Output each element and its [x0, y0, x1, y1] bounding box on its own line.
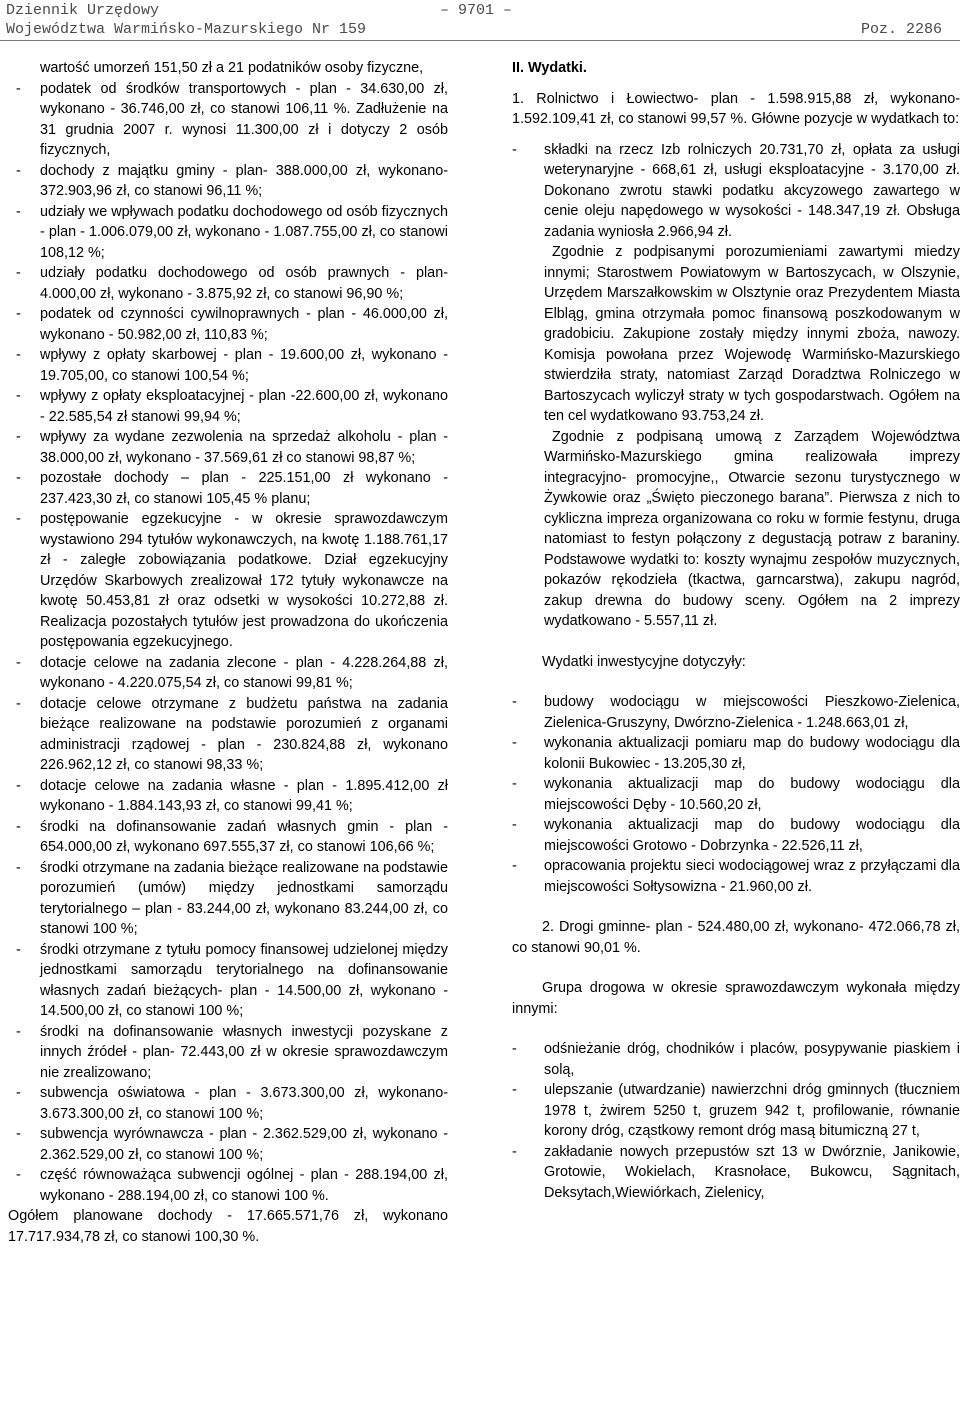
list-item: - udziały podatku dochodowego od osób prawnych - plan- 4.000,00 zł, wykonano - 3.875,92 zł, co stanowi 96,90 %; [16, 265, 448, 302]
list-item: - dotacje celowe otrzymane z budżetu państwa na zadania bieżące realizowane na podstawie porozumień z organami administracji rządowej - plan - 230.824,88 zł, wykonano 226.962,12 zł, co stanowi 98,33 %; [16, 695, 448, 773]
list-item: - ulepszanie (utwardzanie) nawierzchni dróg gminnych (tłuczniem 1978 t, żwirem 5250 t, gruzem 942 t, profilowanie, równanie korony dróg, cząstkowy remont dróg masą bitumiczną 27 t, [512, 1082, 960, 1139]
position-label: Poz. 2286 [860, 21, 942, 38]
list-item: - subwencja wyrównawcza - plan - 2.362.529,00 zł, wykonano - 2.362.529,00 zł, co stanowi 100 %; [16, 1126, 448, 1163]
list-item: - środki na dofinansowanie zadań własnych gmin - plan - 654.000,00 zł, wykonano 697.555,37 zł, co stanowi 106,66 %; [16, 818, 448, 855]
agriculture-paragraph: 1. Rolnictwo i Łowiectwo- plan - 1.598.915,88 zł, wykonano- 1.592.109,41 zł, co stanowi 99,57 %. Główne pozycje w wydatkach to: [512, 90, 960, 127]
page-number: – 9701 – [440, 2, 513, 19]
income-list [8, 79, 448, 1207]
list-item: - wykonania aktualizacji map do budowy wodociągu dla miejscowości Dęby - 10.560,20 zł, [512, 776, 960, 813]
list-item: - środki na dofinansowanie własnych inwestycji pozyskane z innych źródeł - plan- 72.443,00 zł w okresie sprawozdawczym nie zrealizowano; [16, 1023, 448, 1081]
journal-title: Dziennik Urzędowy [6, 2, 160, 19]
list-item: - postępowanie egzekucyjne - w okresie sprawozdawczym wystawiono 294 tytułów wykonawczych, na kwotę 1.188.761,17 zł - zaległe zobowiązania podatkowe. Dział egzekucyjny Urzędów Skarbowych zrealizował 172 tytuły wykonawcze na kwotę 50.453,81 zł oraz odsetki w wysokości 10.272,88 zł. Realizacja pozostałych tytułów jest prowadzona do ukończenia postępowania egzekucyjnego. [16, 511, 448, 650]
list-item: - środki otrzymane z tytułu pomocy finansowej udzielonej między jednostkami samorządu terytorialnego na dofinansowanie własnych zadań bieżących- plan - 14.500,00 zł, wykonano - 14.500,00 zł, co stanowi 100 %; [16, 941, 448, 1019]
section-heading: II. Wydatki. [512, 60, 587, 76]
list-item: - składki na rzecz Izb rolniczych 20.731,70 zł, opłata za usługi weterynaryjne - 668,61 zł, usługi eksploatacyjne - 3.170,00 zł. Dokonano zwrotu stawki podatku akcyzowego zawartego w cenie oleju napędowego w wysokości - 148.347,19 zł. Obsługa zadania wyniosła 2.966,94 zł. [512, 141, 960, 240]
income-summary: Ogółem planowane dochody - 17.665.571,76 zł, wykonano 17.717.934,78 zł, co stanowi 100,30 %. [8, 1208, 448, 1245]
investment-list [512, 692, 960, 897]
roads-list [512, 1039, 960, 1203]
list-item: - pozostałe dochody – plan - 225.151,00 zł wykonano - 237.423,30 zł, co stanowi 105,45 % planu; [16, 470, 448, 507]
list-item: - dochody z majątku gminy - plan- 388.000,00 zł, wykonano- 372.903,96 zł, co stanowi 96,11 %; [16, 162, 448, 199]
list-item: - wpływy z opłaty eksploatacyjnej - plan -22.600,00 zł, wykonano - 22.585,54 zł stanowi 99,94 %; [16, 388, 448, 425]
list-item: - subwencja oświatowa - plan - 3.673.300,00 zł, wykonano- 3.673.300,00 zł, co stanowi 100 %; [16, 1085, 448, 1122]
list-item: - podatek od środków transportowych - plan - 34.630,00 zł, wykonano - 36.746,00 zł, co stanowi 106,11 %. Zadłużenie na 31 grudnia 2007 r. wynosi 11.300,00 zł i dotyczy 2 osób fizycznych, [16, 80, 448, 158]
aid-paragraph: Zgodnie z podpisanymi porozumieniami zawartymi miedzy innymi; Starostwem Powiatowym w Bartoszycach, w Olszynie, Urzędem Marszałkowskim w Olsztynie oraz Prezydentem Miasta Elbląg, gmina otrzymała pomoc finansową poszkodowanym w gradobiciu. Zakupione zostały między innymi zboża, nawozy. Komisja powołana przez Wojewodę Warmińsko-Mazurskiego stwierdziła straty, natomiast Zarząd Doradztwa Rolniczego w Bartoszycach wyliczył straty w tych gospodarstwach. Ogółem na ten cel wydatkowano 93.753,24 zł. [544, 244, 960, 424]
list-item: - wpływy z opłaty skarbowej - plan - 19.600,00 zł, wykonano - 19.705,00, co stanowi 100,54 %; [16, 347, 448, 384]
issue-title: Województwa Warmińsko-Mazurskiego Nr 159 [6, 21, 367, 38]
intro-text: wartość umorzeń 151,50 zł a 21 podatników osoby fizyczne, [40, 60, 424, 76]
list-item: - dotacje celowe na zadania własne - plan - 1.895.412,00 zł wykonano - 1.884.143,93 zł, co stanowi 99,41 %; [16, 777, 448, 814]
list-item: - odśnieżanie dróg, chodników i placów, posypywanie piaskiem i solą, [512, 1041, 960, 1078]
list-item: - udziały we wpływach podatku dochodowego od osób fizycznych - plan - 1.006.079,00 zł, wykonano - 1.087.755,00 zł, co stanowi 108,12 %; [16, 203, 448, 261]
roads-paragraph: 2. Drogi gminne- plan - 524.480,00 zł, wykonano- 472.066,78 zł, co stanowi 90,01 %. [512, 919, 960, 956]
list-item: - opracowania projektu sieci wodociągowej wraz z przyłączami dla miejscowości Sołtysowizna - 21.960,00 zł. [512, 858, 960, 895]
list-item: - wykonania aktualizacji pomiaru map do budowy wodociągu dla kolonii Bukowiec - 13.205,30 zł, [512, 735, 960, 772]
investment-heading: Wydatki inwestycyjne dotyczyły: [542, 653, 746, 670]
list-item: - wpływy za wydane zezwolenia na sprzedaż alkoholu - plan - 38.000,00 zł, wykonano - 37.569,61 zł co stanowi 98,87 %; [16, 429, 448, 466]
right-column [512, 58, 960, 1203]
list-item: - wykonania aktualizacji map do budowy wodociągu dla miejscowości Grotowo - Dobrzynka - 22.526,11 zł, [512, 817, 960, 854]
roads-heading: Grupa drogowa w okresie sprawozdawczym wykonała między innymi: [512, 980, 960, 1017]
list-item: - środki otrzymane na zadania bieżące realizowane na podstawie porozumień (umów) między jednostkami samorządu terytorialnego – plan - 83.244,00 zł, wykonano 83.244,00 zł, co stanowi 100 %; [16, 859, 448, 937]
list-item: - dotacje celowe na zadania zlecone - plan - 4.228.264,88 zł, wykonano - 4.220.075,54 zł, co stanowi 99,81 %; [16, 654, 448, 691]
header-divider [0, 40, 960, 41]
list-item: - podatek od czynności cywilnoprawnych - plan - 46.000,00 zł, wykonano - 50.982,00 zł, 110,83 %; [16, 306, 448, 343]
list-item: - budowy wodociągu w miejscowości Pieszkowo-Zielenica, Zielenica-Gruszyny, Dwórzno-Zielenica - 1.248.663,01 zł, [512, 694, 960, 731]
left-column [8, 58, 448, 1247]
events-paragraph: Zgodnie z podpisaną umową z Zarządem Województwa Warmińsko-Mazurskiego gmina realizowała imprezy integracyjno- promocyjne,, Otwarcie sezonu turystycznego w Żywkowie oraz „Święto pieczonego barana”. Pierwsza z nich to cykliczna impreza organizowana co roku w formie festynu, druga natomiast to festyn połączony z degustacją potraw z baraniny. Podstawowe wydatki to: koszty wynajmu zespołów muzycznych, pokazów rękodzieła (tkactwa, garncarstwa), zakupu nagród, zakup drewna do budowy sceny. Ogółem na 2 imprezy wydatkowano - 5.557,11 zł. [544, 428, 960, 629]
list-item: - zakładanie nowych przepustów szt 13 w Dwórznie, Janikowie, Grotowie, Wokielach, Krasnołace, Bukowcu, Sągnitach, Deksytach,Wiewiórkach, Zielenicy, [512, 1143, 960, 1201]
page-header [0, 0, 960, 40]
list-item: - część równoważąca subwencji ogólnej - plan - 288.194,00 zł, wykonano - 288.194,00 zł, co stanowi 100 %. [16, 1167, 448, 1204]
